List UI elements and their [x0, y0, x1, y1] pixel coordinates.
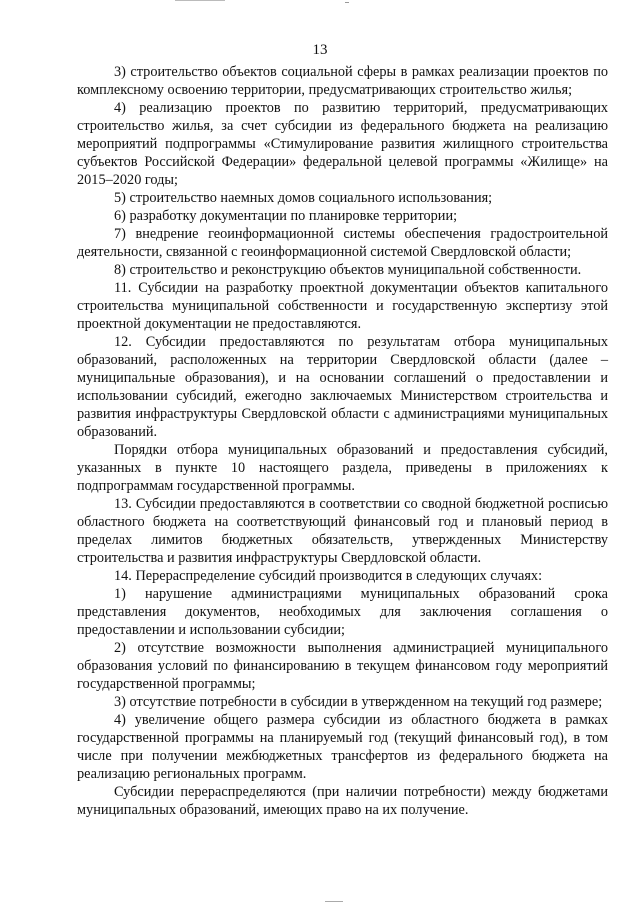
scan-edge-mark: [175, 0, 225, 1]
clause-13: 13. Субсидии предоставляются в соответствии со сводной бюджетной росписью областного бюджета на соответствующий финансовый год и плановый период в пределах лимитов бюджетных обязательств, утвержденных Министерству строительства и развития инфраструктуры Свердловской области.: [77, 496, 608, 566]
paragraph-item-5: 5) строительство наемных домов социального использования;: [114, 190, 493, 206]
clause-14: 14. Перераспределение субсидий производится в следующих случаях:: [114, 568, 543, 584]
case-item-4: 4) увеличение общего размера субсидии из областного бюджета в рамках государственной программы на планируемый год (текущий финансовый год), в том числе при получении межбюджетных трансфертов из федерального бюджета на реализацию региональных программ.: [77, 712, 608, 782]
paragraph-item-6: 6) разработку документации по планировке территории;: [114, 208, 458, 224]
paragraph-item-3: 3) строительство объектов социальной сферы в рамках реализации проектов по комплексному освоению территории, предусматривающих строительство жилья;: [77, 64, 608, 98]
document-body: [77, 63, 608, 819]
case-item-1: 1) нарушение администрациями муниципальных образований срока представления документов, необходимых для заключения соглашения о предоставлении и использовании субсидии;: [77, 586, 608, 638]
case-item-2: 2) отсутствие возможности выполнения администрацией муниципального образования условий по финансированию в текущем финансовом году мероприятий государственной программы;: [77, 640, 608, 692]
scan-edge-mark: [325, 901, 343, 902]
selection-procedure-paragraph: Порядки отбора муниципальных образований и предоставления субсидий, указанных в пункте 10 настоящего раздела, приведены в приложениях к подпрограммам государственной программы.: [77, 442, 608, 494]
clause-11: 11. Субсидии на разработку проектной документации объектов капитального строительства муниципальной собственности и государственную экспертизу этой проектной документации не предоставляются.: [77, 280, 608, 332]
page-number: 13: [312, 42, 328, 58]
paragraph-item-7: 7) внедрение геоинформационной системы обеспечения градостроительной деятельности, связанной с геоинформационной системой Свердловской области;: [77, 226, 608, 260]
paragraph-item-4: 4) реализацию проектов по развитию территорий, предусматривающих строительство жилья, за счет субсидии из федерального бюджета на реализацию мероприятий подпрограммы «Стимулирование развития жилищного строительства субъектов Российской Федерации» федеральной целевой программы «Жилище» на 2015–2020 годы;: [77, 100, 608, 188]
paragraph-item-8: 8) строительство и реконструкцию объектов муниципальной собственности.: [114, 262, 582, 278]
scan-edge-mark: [345, 2, 349, 3]
clause-12: 12. Субсидии предоставляются по результатам отбора муниципальных образований, расположенных на территории Свердловской области (далее – муниципальные образования), и на основании соглашений о предоставлении и использовании субсидий, ежегодно заключаемых Министерством строительства и развития инфраструктуры Свердловской области с администрациями муниципальных образований.: [77, 334, 608, 440]
case-item-3: 3) отсутствие потребности в субсидии в утвержденном на текущий год размере;: [114, 694, 603, 710]
redistribution-paragraph: Субсидии перераспределяются (при наличии потребности) между бюджетами муниципальных образований, имеющих право на их получение.: [77, 784, 608, 818]
